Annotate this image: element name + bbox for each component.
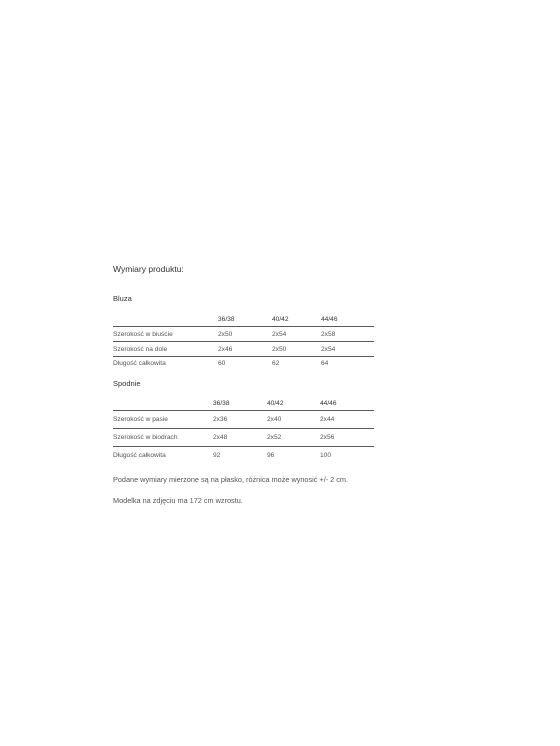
model-height-note: Modelka na zdjęciu ma 172 cm wzrostu. — [113, 496, 243, 505]
table-cell: 96 — [267, 447, 320, 465]
measure-label: Długość całkowita — [113, 357, 218, 370]
table-cell: 64 — [321, 357, 374, 370]
table-row — [113, 429, 374, 447]
measure-label: Szerokość w biuście — [113, 330, 173, 338]
table-row — [113, 327, 374, 342]
column-header: 36/38 — [218, 313, 272, 327]
table-cell: 2x54 — [272, 330, 287, 338]
table-cell: 62 — [272, 357, 321, 370]
measurements-heading: Wymiary produktu: — [113, 264, 184, 274]
table-cell: 2x46 — [218, 342, 272, 357]
bluza-title: Bluza — [113, 294, 132, 303]
column-header: 44/46 — [320, 396, 374, 411]
table-cell: 2x36 — [213, 416, 228, 423]
table-row — [113, 357, 374, 370]
column-header: 40/42 — [267, 396, 320, 411]
column-header: 40/42 — [272, 313, 321, 327]
column-header — [113, 396, 213, 411]
table-cell: 2x58 — [321, 330, 336, 338]
column-header: 36/38 — [213, 396, 267, 411]
table-cell: 2x50 — [272, 342, 321, 357]
table-cell: 2x54 — [321, 342, 374, 357]
table-cell: 100 — [320, 447, 374, 465]
table-row — [113, 411, 374, 429]
table-cell: 92 — [213, 447, 267, 465]
table-row — [113, 447, 374, 465]
measure-label: Szerokość w pasie — [113, 416, 168, 423]
table-cell: 2x56 — [320, 429, 374, 447]
table-header-row — [113, 313, 374, 327]
table-cell: 2x44 — [320, 416, 335, 423]
measure-label: Szerokość w biodrach — [113, 429, 213, 447]
table-cell: 2x52 — [267, 429, 320, 447]
measure-label: Szerokość na dole — [113, 342, 218, 357]
bluza-size-table — [113, 313, 374, 369]
measure-label: Długość całkowita — [113, 447, 213, 465]
product-measurements — [113, 263, 413, 506]
table-cell: 2x40 — [267, 416, 282, 423]
table-row — [113, 342, 374, 357]
table-cell: 2x50 — [218, 330, 233, 338]
table-cell: 60 — [218, 357, 272, 370]
table-cell: 2x48 — [213, 429, 267, 447]
spodnie-title: Spodnie — [113, 379, 141, 388]
column-header — [113, 313, 218, 327]
table-header-row — [113, 396, 374, 411]
column-header: 44/46 — [321, 313, 374, 327]
measurement-note: Podane wymiary mierzone są na płasko, różnica może wynosić +/- 2 cm. — [113, 475, 349, 484]
spodnie-size-table — [113, 396, 374, 464]
